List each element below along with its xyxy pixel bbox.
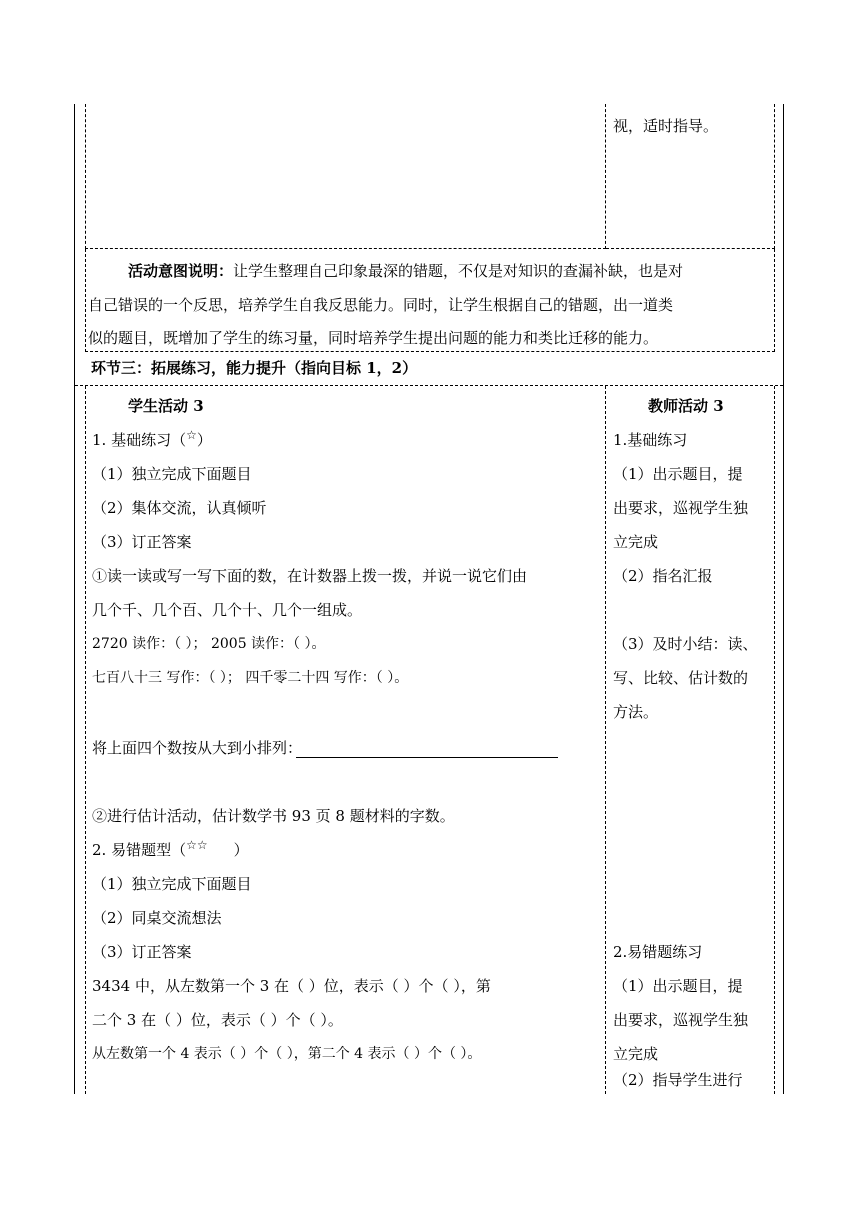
intent-text-1: 让学生整理自己印象最深的错题，不仅是对知识的查漏补缺，也是对 <box>233 262 684 280</box>
error-practice-title: 2. 易错题型（☆☆ ） <box>92 838 249 859</box>
basic-step-3: （3）订正答案 <box>92 533 192 551</box>
section-heading-cell <box>75 352 783 386</box>
teacher-step-2: （2）指名汇报 <box>613 567 713 585</box>
teacher-step-3b: 写、比较、估计数的 <box>613 669 749 687</box>
write-blanks: 七百八十三 写作：（ ）； 四千零二十四 写作：（ ）。 <box>92 670 409 686</box>
question-2: ②进行估计活动，估计数学书 93 页 8 题材料的字数。 <box>92 807 455 825</box>
read-blanks: 2720 读作：（ ）； 2005 读作：（ ）。 <box>92 636 326 652</box>
problem-2: 从左数第一个 4 表示（ ）个（ ），第二个 4 表示（ ）个（ ）。 <box>92 1046 482 1062</box>
student-activity-cell <box>85 386 606 1094</box>
problem-1-line-1: 3434 中，从左数第一个 3 在（ ）位，表示（ ）个（ ），第 <box>92 977 491 995</box>
intent-label: 活动意图说明： <box>128 262 234 280</box>
top-right-cell <box>606 104 775 249</box>
basic-step-2: （2）集体交流，认真倾听 <box>92 499 267 517</box>
intent-line-1 <box>128 261 683 281</box>
teacher-error-2: （2）指导学生进行 <box>613 1071 743 1089</box>
top-left-cell <box>85 104 606 249</box>
teacher-error-1b: 出要求，巡视学生独 <box>613 1011 749 1029</box>
error-step-2: （2）同桌交流想法 <box>92 909 222 927</box>
intent-cell <box>85 249 775 352</box>
intent-line-3: 似的题目，既增加了学生的练习量，同时培养学生提出问题的能力和类比迁移的能力。 <box>88 329 659 347</box>
lesson-table <box>74 104 784 1094</box>
star-icon: ☆ <box>186 428 197 442</box>
teacher-continuation-text: 视，适时指导。 <box>613 117 719 135</box>
teacher-error: 2.易错题练习 <box>613 943 703 961</box>
teacher-step-1c: 立完成 <box>613 533 659 551</box>
order-prompt: 将上面四个数按从大到小排列： <box>92 738 558 758</box>
teacher-step-1b: 出要求，巡视学生独 <box>613 499 749 517</box>
error-step-1: （1）独立完成下面题目 <box>92 875 252 893</box>
teacher-header: 教师活动 3 <box>648 397 724 415</box>
answer-line <box>296 741 558 758</box>
teacher-step-3a: （3）及时小结：读、 <box>613 635 758 653</box>
error-step-3: （3）订正答案 <box>92 943 192 961</box>
teacher-error-1a: （1）出示题目，提 <box>613 977 743 995</box>
student-header: 学生活动 3 <box>128 397 204 415</box>
basic-step-1: （1）独立完成下面题目 <box>92 465 252 483</box>
teacher-error-1c: 立完成 <box>613 1045 659 1063</box>
teacher-basic: 1.基础练习 <box>613 431 688 449</box>
question-1-line-1: ①读一读或写一写下面的数，在计数器上拨一拨，并说一说它们由 <box>92 567 528 585</box>
teacher-step-1a: （1）出示题目，提 <box>613 465 743 483</box>
teacher-activity-cell <box>606 386 775 1094</box>
section-heading: 环节三：拓展练习，能力提升（指向目标 1，2） <box>91 359 418 377</box>
basic-practice-title: 1. 基础练习（☆） <box>92 428 212 449</box>
question-1-line-2: 几个千、几个百、几个十、几个一组成。 <box>92 601 363 619</box>
intent-line-2: 自己错误的一个反思，培养学生自我反思能力。同时，让学生根据自己的错题，出一道类 <box>88 296 674 314</box>
problem-1-line-2: 二个 3 在（ ）位，表示（ ）个（ ）。 <box>92 1011 343 1029</box>
stars-icon: ☆☆ <box>186 838 208 852</box>
teacher-step-3c: 方法。 <box>613 703 659 721</box>
